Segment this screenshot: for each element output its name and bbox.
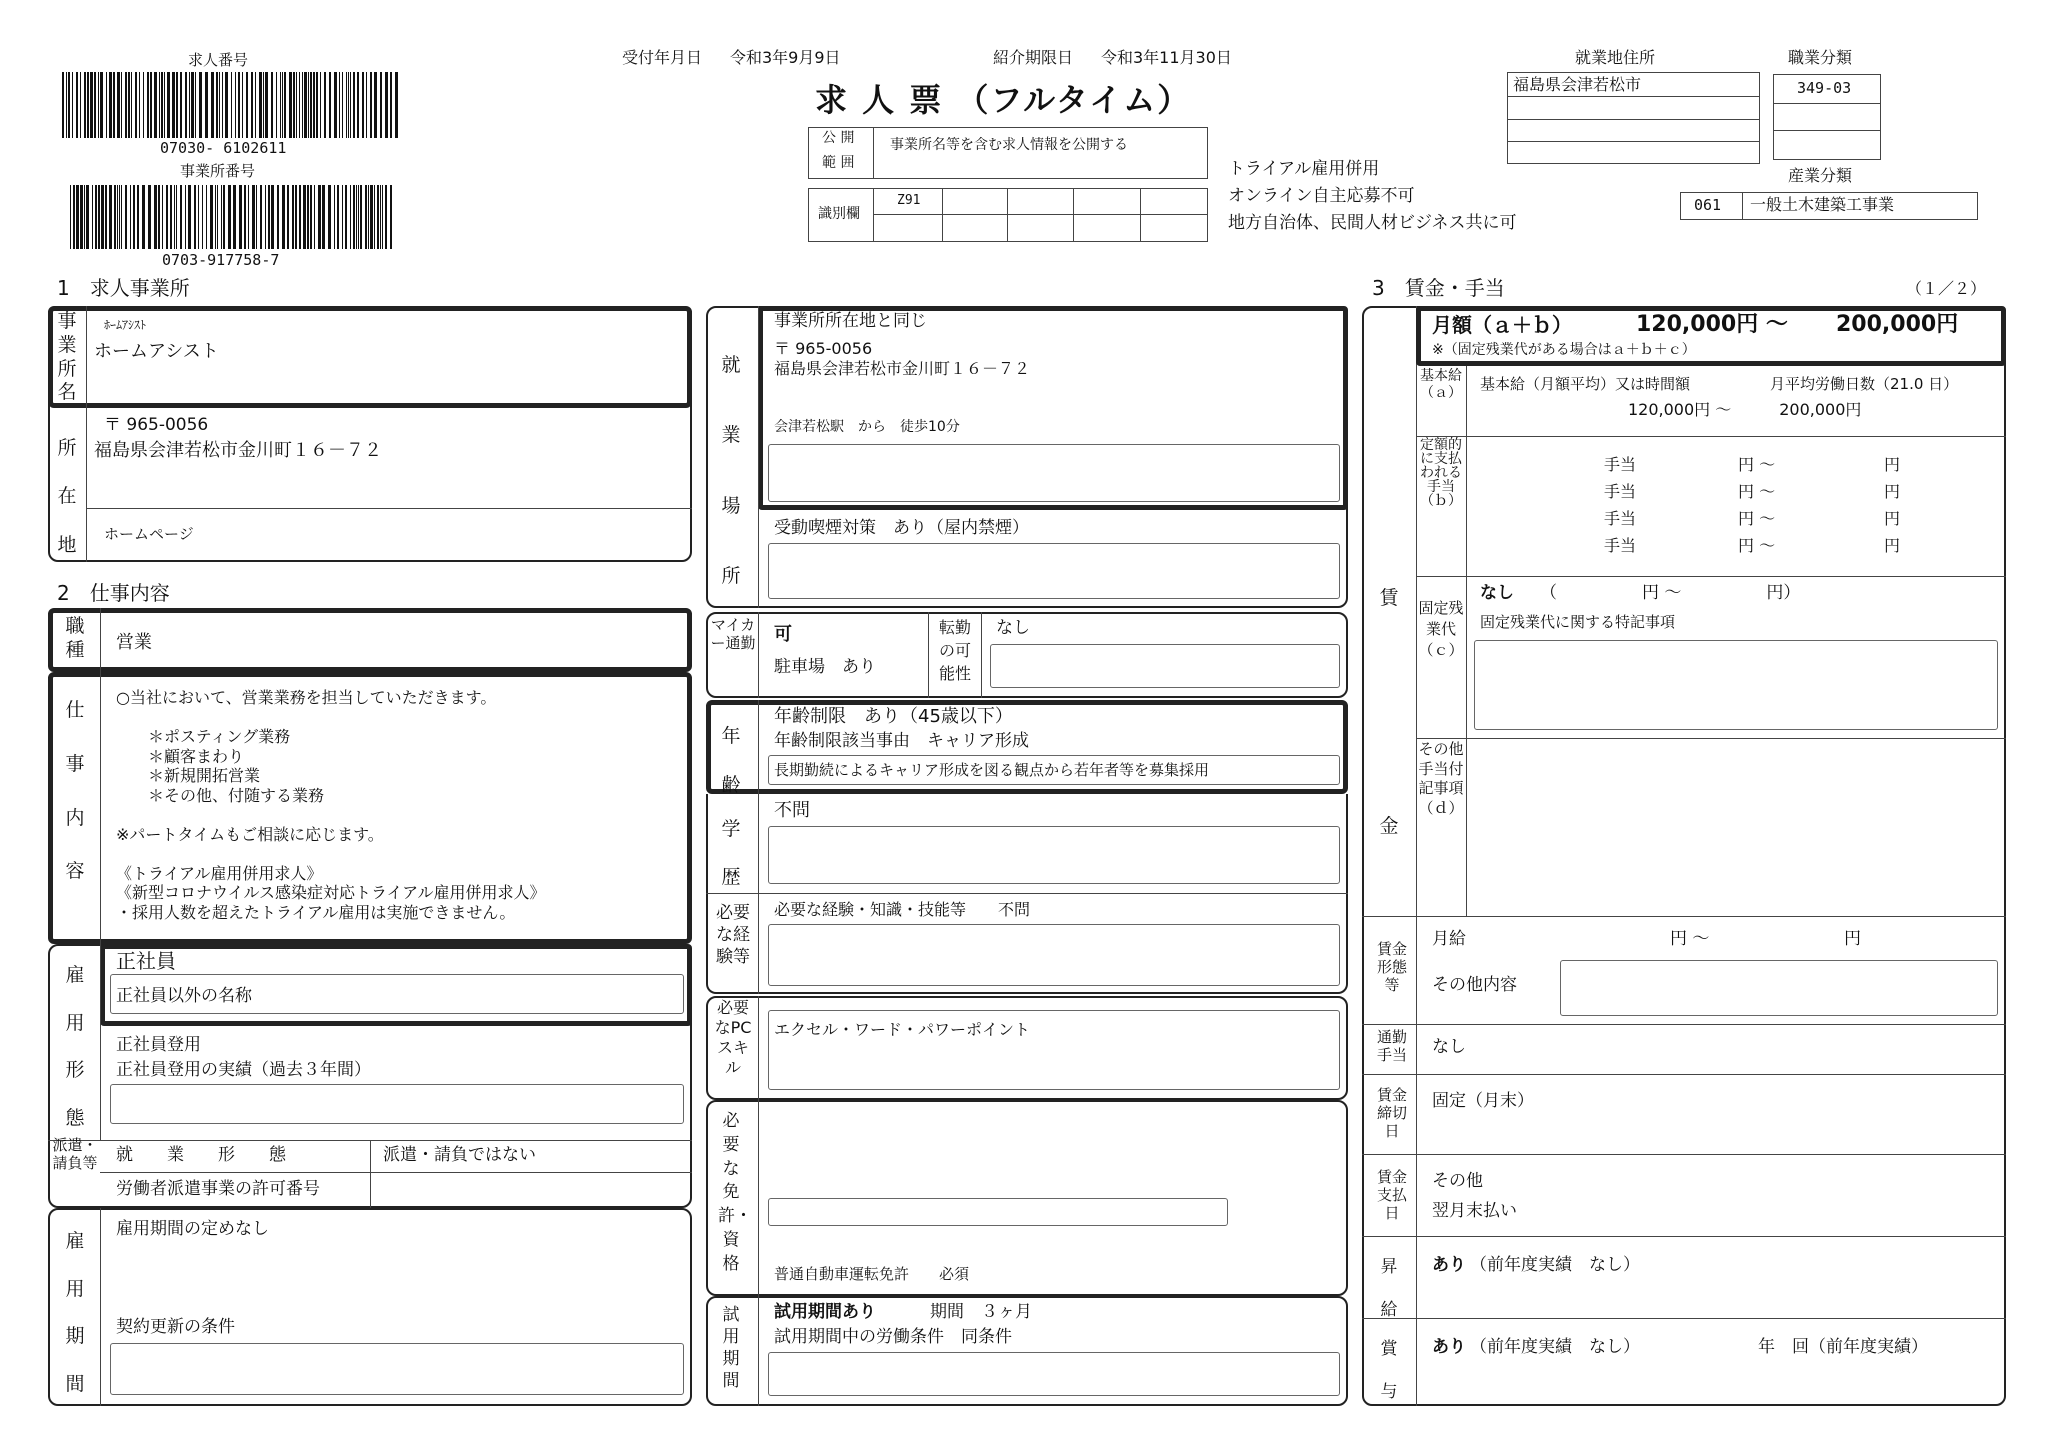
id-value: Z91 (897, 193, 921, 208)
office-number-barcode (70, 185, 392, 249)
promotion-record-label: 正社員登用の実績（過去３年間） (116, 1060, 371, 1080)
period-label: 雇用期間 (65, 1230, 85, 1395)
address-label: 所在地 (57, 437, 77, 556)
transfer-label: 転勤の可能性 (938, 618, 971, 684)
age-reason: 年齢制限該当事由 キャリア形成 (774, 731, 1029, 751)
payday-value-2: 翌月末払い (1432, 1201, 1517, 1221)
job-content-line: ＊その他、付随する業務 (132, 785, 325, 805)
allowance-to: 円 (1884, 509, 1901, 528)
allowance-label: 定額的に支払われる手当（ｂ） (1420, 437, 1462, 509)
payday-value-1: その他 (1432, 1171, 1483, 1191)
page-indicator: （１／２） (1906, 279, 1987, 298)
office-number-label: 事業所番号 (180, 162, 256, 180)
job-class: 349-03 (1797, 79, 1852, 97)
job-number-label: 求人番号 (188, 51, 249, 69)
smoking-policy: 受動喫煙対策 あり（屋内禁煙） (774, 518, 1029, 538)
allowance-from: 円 ～ (1738, 455, 1776, 474)
trial-label: 試用期間 (722, 1305, 740, 1392)
bonus-value: あり (1432, 1337, 1466, 1357)
wage-form-value: 月給 (1432, 929, 1466, 949)
wage-form-from: 円 ～ (1670, 929, 1710, 949)
education-label: 学歴 (721, 818, 741, 888)
transfer-value: なし (996, 618, 1030, 638)
age-label: 年齢 (721, 725, 741, 797)
monthly-max: 200,000円 (1836, 312, 1959, 337)
trial-conditions: 試用期間中の労働条件 同条件 (774, 1327, 1012, 1347)
job-content-label: 仕事内容 (65, 699, 85, 883)
days-desc: 月平均労働日数（21.0 日） (1770, 375, 1959, 393)
wage-form-to: 円 (1844, 929, 1861, 949)
reception-date: 令和3年9月9日 (730, 48, 841, 67)
workplace-same: 事業所所在地と同じ (774, 311, 927, 331)
commute-label: 通勤手当 (1376, 1028, 1407, 1064)
bonus-label: 賞与 (1380, 1339, 1398, 1402)
trial-duration: 期間 ３ヶ月 (930, 1302, 1032, 1322)
overtime-note: 固定残業代に関する特記事項 (1480, 613, 1676, 631)
job-number-barcode (62, 72, 398, 138)
allowance-from: 円 ～ (1738, 536, 1776, 555)
office-number: 0703-917758-7 (162, 251, 280, 269)
bonus-times: 年 回（前年度実績） (1758, 1337, 1928, 1357)
license-value: 普通自動車運転免許 必須 (774, 1265, 970, 1283)
section2-heading: 2 仕事内容 (57, 581, 170, 605)
age-detail: 長期勤続によるキャリア形成を図る観点から若年者等を募集採用 (774, 761, 1210, 779)
monthly-label: 月額（ａ＋ｂ） (1432, 313, 1572, 337)
education-value: 不問 (774, 800, 810, 821)
job-content-line: ＊ポスティング業務 (132, 727, 291, 746)
deadline-label: 紹介期限日 (993, 48, 1074, 67)
homepage-label: ホームページ (104, 525, 194, 543)
workplace-address: 福島県会津若松市金川町１６－７２ (774, 359, 1031, 378)
employment-label: 雇用形態 (65, 964, 85, 1129)
company-name-label: 事業所名 (57, 310, 77, 404)
raise-label: 昇給 (1380, 1257, 1398, 1320)
workplace-label: 就業場所 (721, 354, 741, 587)
disclosure-label-2: 範 囲 (822, 155, 855, 171)
job-content-line (116, 805, 686, 825)
trial-value: 試用期間あり (774, 1302, 876, 1322)
allowance-to: 円 (1884, 455, 1901, 474)
job-content-line (116, 844, 686, 864)
work-address-label: 就業地住所 (1575, 48, 1656, 67)
cutoff-label: 賃金締切日 (1376, 1086, 1407, 1140)
work-address: 福島県会津若松市 (1513, 75, 1642, 94)
section3-heading: 3 賃金・手当 (1372, 276, 1505, 300)
allowance-1: 手当 (1604, 455, 1637, 474)
company-name: ホームアシスト (94, 341, 219, 362)
company-kana: ﾎｰﾑｱｼｽﾄ (104, 318, 147, 332)
cutoff-value: 固定（月末） (1432, 1091, 1534, 1111)
employment-type: 正社員 (116, 949, 176, 973)
pc-value: エクセル・ワード・パワーポイント (774, 1020, 1031, 1039)
industry-label: 産業分類 (1788, 166, 1853, 185)
disclosure-label-1: 公 開 (822, 130, 855, 146)
workplace-postal: 〒 965-0056 (774, 339, 873, 358)
industry-code: 061 (1694, 196, 1722, 214)
job-number: 07030- 6102611 (160, 139, 287, 157)
mycar-label: マイカー通勤 (710, 616, 756, 652)
job-content-line: ＊新規開拓営業 (132, 766, 261, 785)
job-content-line: ※パートタイムもご相談に応じます。 (116, 824, 384, 844)
bonus-note: （前年度実績 なし） (1470, 1337, 1640, 1357)
job-content-line (116, 708, 686, 728)
period-value: 雇用期間の定めなし (116, 1219, 269, 1239)
non-regular-name-label: 正社員以外の名称 (116, 986, 252, 1006)
id-label: 識別欄 (818, 206, 860, 222)
overtime-value: なし (1480, 583, 1514, 603)
job-content-line: ＊顧客まわり (132, 746, 245, 766)
dispatch-label: 派遣・請負等 (52, 1136, 98, 1172)
job-type: 営業 (116, 632, 152, 653)
renewal-label: 契約更新の条件 (116, 1317, 235, 1337)
company-address: 福島県会津若松市金川町１６－７２ (94, 440, 382, 461)
experience-value: 必要な経験・知識・技能等 不問 (774, 900, 1031, 919)
age-limit: 年齢制限 あり（45歳以下） (774, 706, 1013, 727)
reception-label: 受付年月日 (622, 48, 703, 67)
promotion-label: 正社員登用 (116, 1035, 201, 1055)
overtime-range: （ 円 ～ 円） (1540, 583, 1801, 603)
postal-code: 〒 965-0056 (104, 415, 209, 435)
base-range: 120,000円 ～ 200,000円 (1628, 400, 1862, 419)
work-form-value: 派遣・請負ではない (383, 1145, 536, 1165)
payday-label: 賃金支払日 (1376, 1168, 1407, 1222)
disclosure-value: 事業所名等を含む求人情報を公開する (890, 137, 1128, 153)
access-info: 会津若松駅 から 徒歩10分 (774, 419, 960, 435)
work-form-label: 就 業 形 態 (116, 1145, 286, 1165)
monthly-min: 120,000円 ～ (1636, 312, 1788, 337)
raise-note: （前年度実績 なし） (1470, 1255, 1640, 1275)
job-type-label: 職種 (65, 615, 85, 661)
mycar-value: 可 (774, 624, 792, 645)
base-desc: 基本給（月額平均）又は時間額 (1480, 375, 1691, 393)
allowance-4: 手当 (1604, 536, 1637, 555)
license-label: 必要な免許・資格 (718, 1111, 752, 1274)
other-allowance-label: その他手当付記事項（ｄ） (1418, 740, 1464, 817)
job-content-text (116, 688, 686, 922)
wage-other-label: その他内容 (1432, 975, 1517, 995)
industry-name: 一般土木建築工事業 (1750, 195, 1895, 214)
note-trial: トライアル雇用併用 (1228, 159, 1380, 179)
job-content-line: ○当社において、営業業務を担当していただきます。 (116, 688, 497, 707)
pc-label: 必要なPCスキル (714, 998, 752, 1077)
allowance-3: 手当 (1604, 509, 1637, 528)
parking: 駐車場 あり (774, 657, 876, 677)
allowance-to: 円 (1884, 536, 1901, 555)
job-class-label: 職業分類 (1788, 48, 1853, 67)
job-content-line: 《トライアル雇用併用求人》 (116, 863, 323, 883)
overtime-label: 固定残業代（ｃ） (1418, 599, 1464, 659)
section1-heading: 1 求人事業所 (57, 276, 190, 300)
allowance-to: 円 (1884, 482, 1901, 501)
allowance-from: 円 ～ (1738, 509, 1776, 528)
dispatch-permit-label: 労働者派遣事業の許可番号 (116, 1179, 320, 1199)
base-label: 基本給（ａ） (1420, 368, 1462, 401)
commute-value: なし (1432, 1037, 1466, 1057)
wage-label: 賃金 (1379, 587, 1399, 837)
id-box (808, 188, 1208, 242)
page-title: 求 人 票 （フルタイム） (815, 81, 1192, 119)
deadline-date: 令和3年11月30日 (1101, 48, 1232, 67)
allowance-2: 手当 (1604, 482, 1637, 501)
experience-label: 必要な経験等 (716, 903, 750, 968)
monthly-note: ※（固定残業代がある場合はａ＋ｂ＋ｃ） (1432, 342, 1696, 358)
note-online: オンライン自主応募不可 (1228, 186, 1415, 206)
job-content-line: 《新型コロナウイルス感染症対応トライアル雇用併用求人》 (116, 883, 546, 902)
wage-form-label: 賃金形態等 (1376, 940, 1407, 994)
note-local-gov: 地方自治体、民間人材ビジネス共に可 (1228, 213, 1517, 233)
allowance-from: 円 ～ (1738, 482, 1776, 501)
job-content-line: ・採用人数を超えたトライアル雇用は実施できません。 (116, 902, 516, 922)
raise-value: あり (1432, 1255, 1466, 1275)
